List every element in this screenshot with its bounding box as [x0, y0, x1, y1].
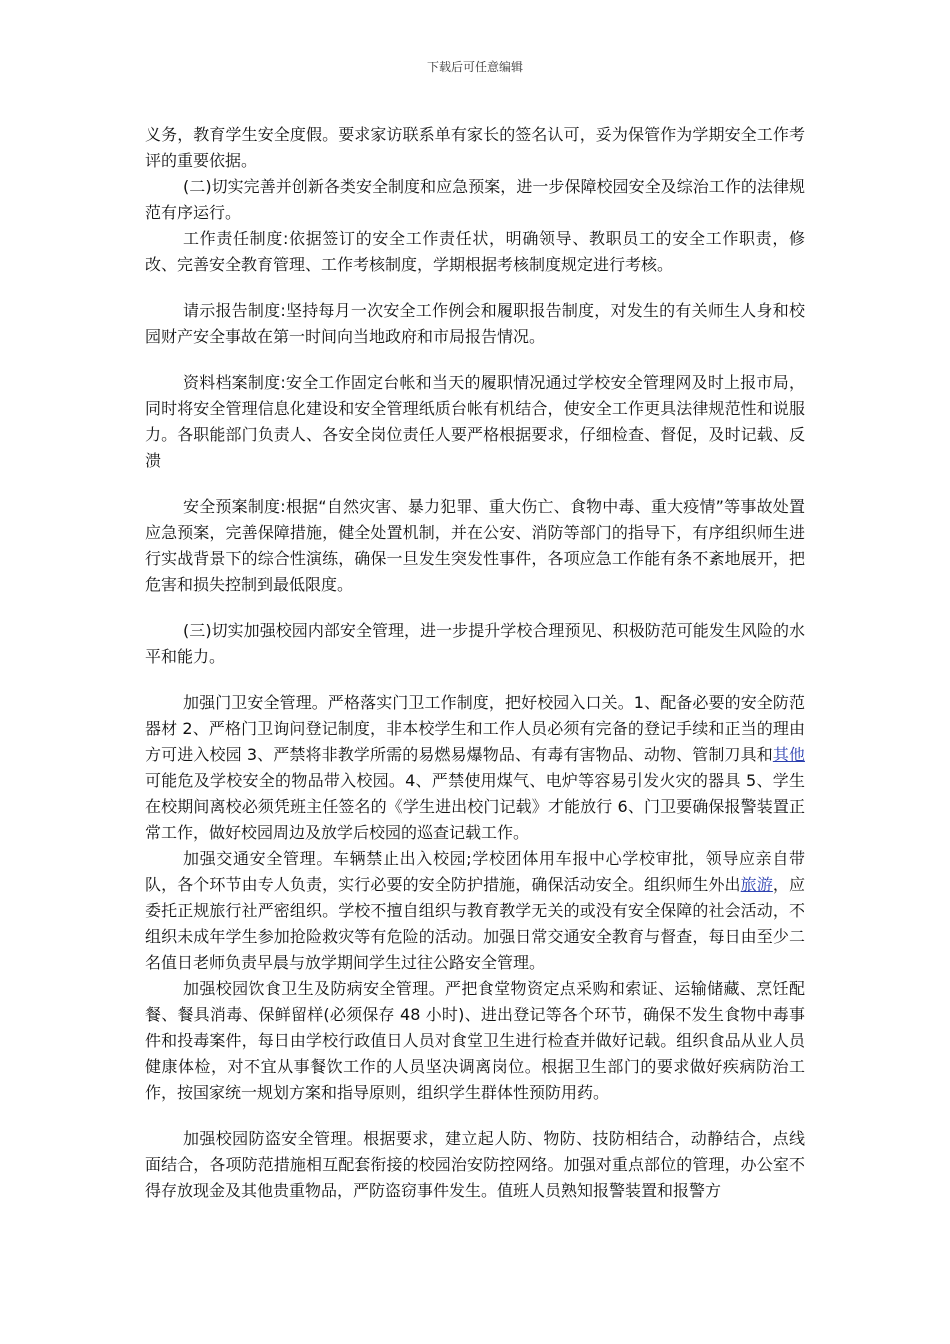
paragraph-traffic-safety — [145, 846, 805, 976]
link-travel[interactable]: 旅游 — [740, 875, 773, 894]
paragraph-traffic-safety-text-a: 加强交通安全管理。车辆禁止出入校园;学校团体用车报中心学校审批，领导应亲自带队，各个环节由专人负责，实行必要的安全防护措施，确保活动安全。组织师生外出 — [145, 849, 805, 894]
paragraph-reporting-system: 请示报告制度:坚持每月一次安全工作例会和履职报告制度，对发生的有关师生人身和校园财产安全事故在第一时间向当地政府和市局报告情况。 — [145, 301, 805, 346]
paragraph-responsibility-system: 工作责任制度:依据签订的安全工作责任状，明确领导、教职员工的安全工作职责，修改、完善安全教育管理、工作考核制度，学期根据考核制度规定进行考核。 — [145, 229, 805, 274]
paragraph-gate-security — [145, 690, 805, 846]
page-header-note: 下载后可任意编辑 — [426, 60, 523, 74]
paragraph-traffic-safety-text-b: ，应委托正规旅行社严密组织。学校不擅自组织与教育教学无关的或没有安全保障的社会活动，不组织未成年学生参加抢险救灾等有危险的活动。加强日常交通安全教育与督查，每日由至少二名值日老师负责早晨与放学期间学生过往公路安全管理。 — [145, 875, 805, 972]
paragraph-section-3: (三)切实加强校园内部安全管理，进一步提升学校合理预见、积极防范可能发生风险的水平和能力。 — [145, 621, 805, 666]
paragraph-food-hygiene: 加强校园饮食卫生及防病安全管理。严把食堂物资定点采购和索证、运输储藏、烹饪配餐、餐具消毒、保鲜留样(必须保存 48 小时)、进出登记等各个环节，确保不发生食物中毒事件和投毒案件，每日由学校行政值日人员对食堂卫生进行检查并做好记载。组织食品从业人员健康体检，对不宜从事餐饮工作的人员坚决调离岗位。根据卫生部门的要求做好疾病防治工作，按国家统一规划方案和指导原则，组织学生群体性预防用药。 — [145, 979, 805, 1102]
link-other[interactable]: 其他 — [772, 745, 805, 764]
paragraph-archive-system: 资料档案制度:安全工作固定台帐和当天的履职情况通过学校安全管理网及时上报市局，同时将安全管理信息化建设和安全管理纸质台帐有机结合，使安全工作更具法律规范性和说服力。各职能部门负责人、各安全岗位责任人要严格根据要求，仔细检查、督促，及时记载、反溃 — [145, 373, 805, 470]
paragraph-contingency-system: 安全预案制度:根据“自然灾害、暴力犯罪、重大伤亡、食物中毒、重大疫情”等事故处置应急预案，完善保障措施，健全处置机制，并在公安、消防等部门的指导下，有序组织师生进行实战背景下的综合性演练，确保一旦发生突发性事件，各项应急工作能有条不紊地展开，把危害和损失控制到最低限度。 — [145, 497, 805, 594]
paragraph-anti-theft: 加强校园防盗安全管理。根据要求，建立起人防、物防、技防相结合，动静结合，点线面结合，各项防范措施相互配套衔接的校园治安防控网络。加强对重点部位的管理，办公室不得存放现金及其他贵重物品，严防盗窃事件发生。值班人员熟知报警装置和报警方 — [145, 1129, 805, 1200]
paragraph-continuation: 义务，教育学生安全度假。要求家访联系单有家长的签名认可，妥为保管作为学期安全工作考评的重要依据。 — [145, 125, 805, 170]
paragraph-gate-security-text-a: 加强门卫安全管理。严格落实门卫工作制度，把好校园入口关。1、配备必要的安全防范器材 2、严格门卫询问登记制度，非本校学生和工作人员必须有完备的登记手续和正当的理由方可进入校园 3、严禁将非教学所需的易燃易爆物品、有毒有害物品、动物、管制刀具和 — [145, 693, 805, 764]
paragraph-section-2: (二)切实完善并创新各类安全制度和应急预案，进一步保障校园安全及综治工作的法律规范有序运行。 — [145, 177, 805, 222]
paragraph-gate-security-text-b: 可能危及学校安全的物品带入校园。4、严禁使用煤气、电炉等容易引发火灾的器具 5、学生在校期间离校必须凭班主任签名的《学生进出校门记载》才能放行 6、门卫要确保报警装置正常工作，做好校园周边及放学后校园的巡查记载工作。 — [145, 771, 805, 842]
document-body — [145, 122, 805, 1204]
